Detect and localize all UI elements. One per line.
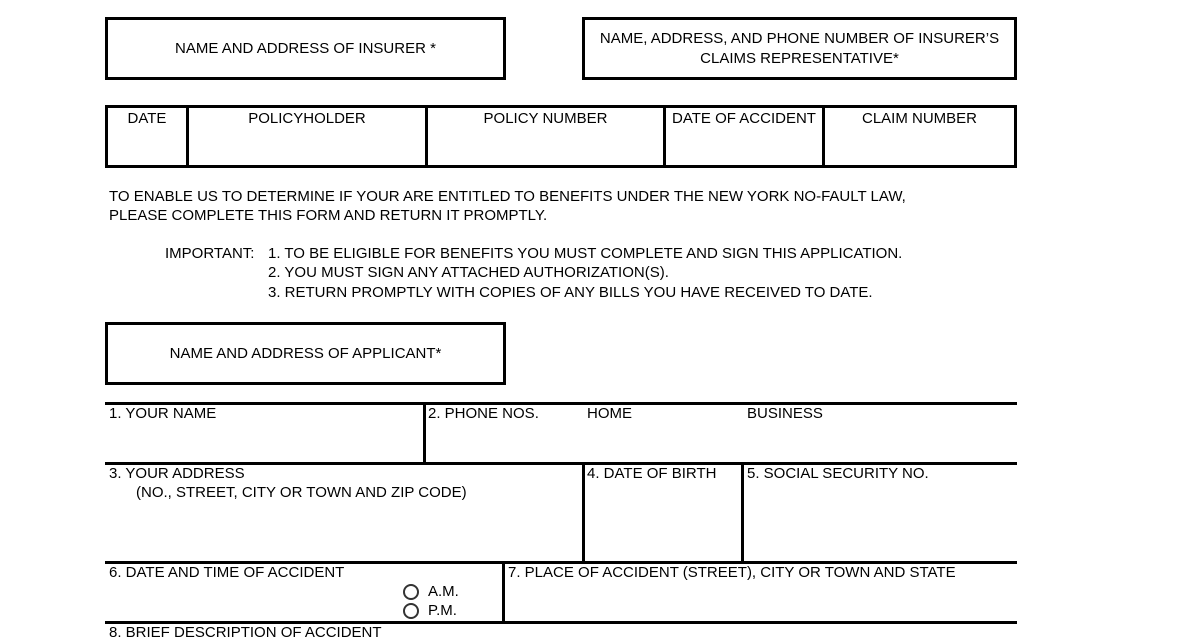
- important-item-3: 3. RETURN PROMPTLY WITH COPIES OF ANY BILLS YOU HAVE RECEIVED TO DATE.: [268, 284, 873, 301]
- date-of-accident-header: DATE OF ACCIDENT: [672, 110, 816, 127]
- intro-line-1: TO ENABLE US TO DETERMINE IF YOUR ARE ENTITLED TO BENEFITS UNDER THE NEW YORK NO-FAULT LAW,: [109, 188, 906, 205]
- important-item-2: 2. YOU MUST SIGN ANY ATTACHED AUTHORIZATION(S).: [268, 264, 669, 281]
- claims-rep-label-line1: NAME, ADDRESS, AND PHONE NUMBER OF INSURER’S: [599, 29, 1000, 47]
- insurer-box-label: NAME AND ADDRESS OF INSURER *: [175, 39, 436, 57]
- claims-rep-label-line2: CLAIMS REPRESENTATIVE*: [700, 49, 899, 67]
- am-radio[interactable]: [403, 584, 419, 600]
- home-phone-label: HOME: [587, 405, 632, 422]
- claim-number-header: CLAIM NUMBER: [861, 110, 977, 127]
- policy-info-table: [105, 105, 1017, 168]
- policyholder-header: POLICYHOLDER: [248, 110, 366, 127]
- claims-representative-box[interactable]: [582, 17, 1017, 80]
- applicant-name-address-box[interactable]: [105, 322, 506, 385]
- ssn-label: 5. SOCIAL SECURITY NO.: [747, 465, 929, 482]
- am-label: A.M.: [428, 583, 459, 600]
- place-of-accident-label: 7. PLACE OF ACCIDENT (STREET), CITY OR TOWN AND STATE: [508, 564, 956, 581]
- phone-nos-label: 2. PHONE NOS.: [428, 405, 539, 422]
- pm-label: P.M.: [428, 602, 457, 619]
- your-name-label: 1. YOUR NAME: [109, 405, 217, 422]
- intro-line-2: PLEASE COMPLETE THIS FORM AND RETURN IT PROMPTLY.: [109, 207, 548, 224]
- pm-radio[interactable]: [403, 603, 419, 619]
- brief-description-label: 8. BRIEF DESCRIPTION OF ACCIDENT: [109, 624, 382, 641]
- your-address-label: 3. YOUR ADDRESS: [109, 465, 245, 482]
- insurer-name-address-box[interactable]: [105, 17, 506, 80]
- important-item-1: 1. TO BE ELIGIBLE FOR BENEFITS YOU MUST COMPLETE AND SIGN THIS APPLICATION.: [268, 245, 903, 262]
- date-time-accident-label: 6. DATE AND TIME OF ACCIDENT: [109, 564, 345, 581]
- address-hint: (NO., STREET, CITY OR TOWN AND ZIP CODE): [136, 484, 467, 501]
- date-of-birth-label: 4. DATE OF BIRTH: [587, 465, 717, 482]
- date-header: DATE: [127, 110, 167, 127]
- policy-number-header: POLICY NUMBER: [483, 110, 608, 127]
- applicant-box-label: NAME AND ADDRESS OF APPLICANT*: [169, 344, 442, 362]
- important-label: IMPORTANT:: [165, 245, 255, 262]
- business-phone-label: BUSINESS: [747, 405, 823, 422]
